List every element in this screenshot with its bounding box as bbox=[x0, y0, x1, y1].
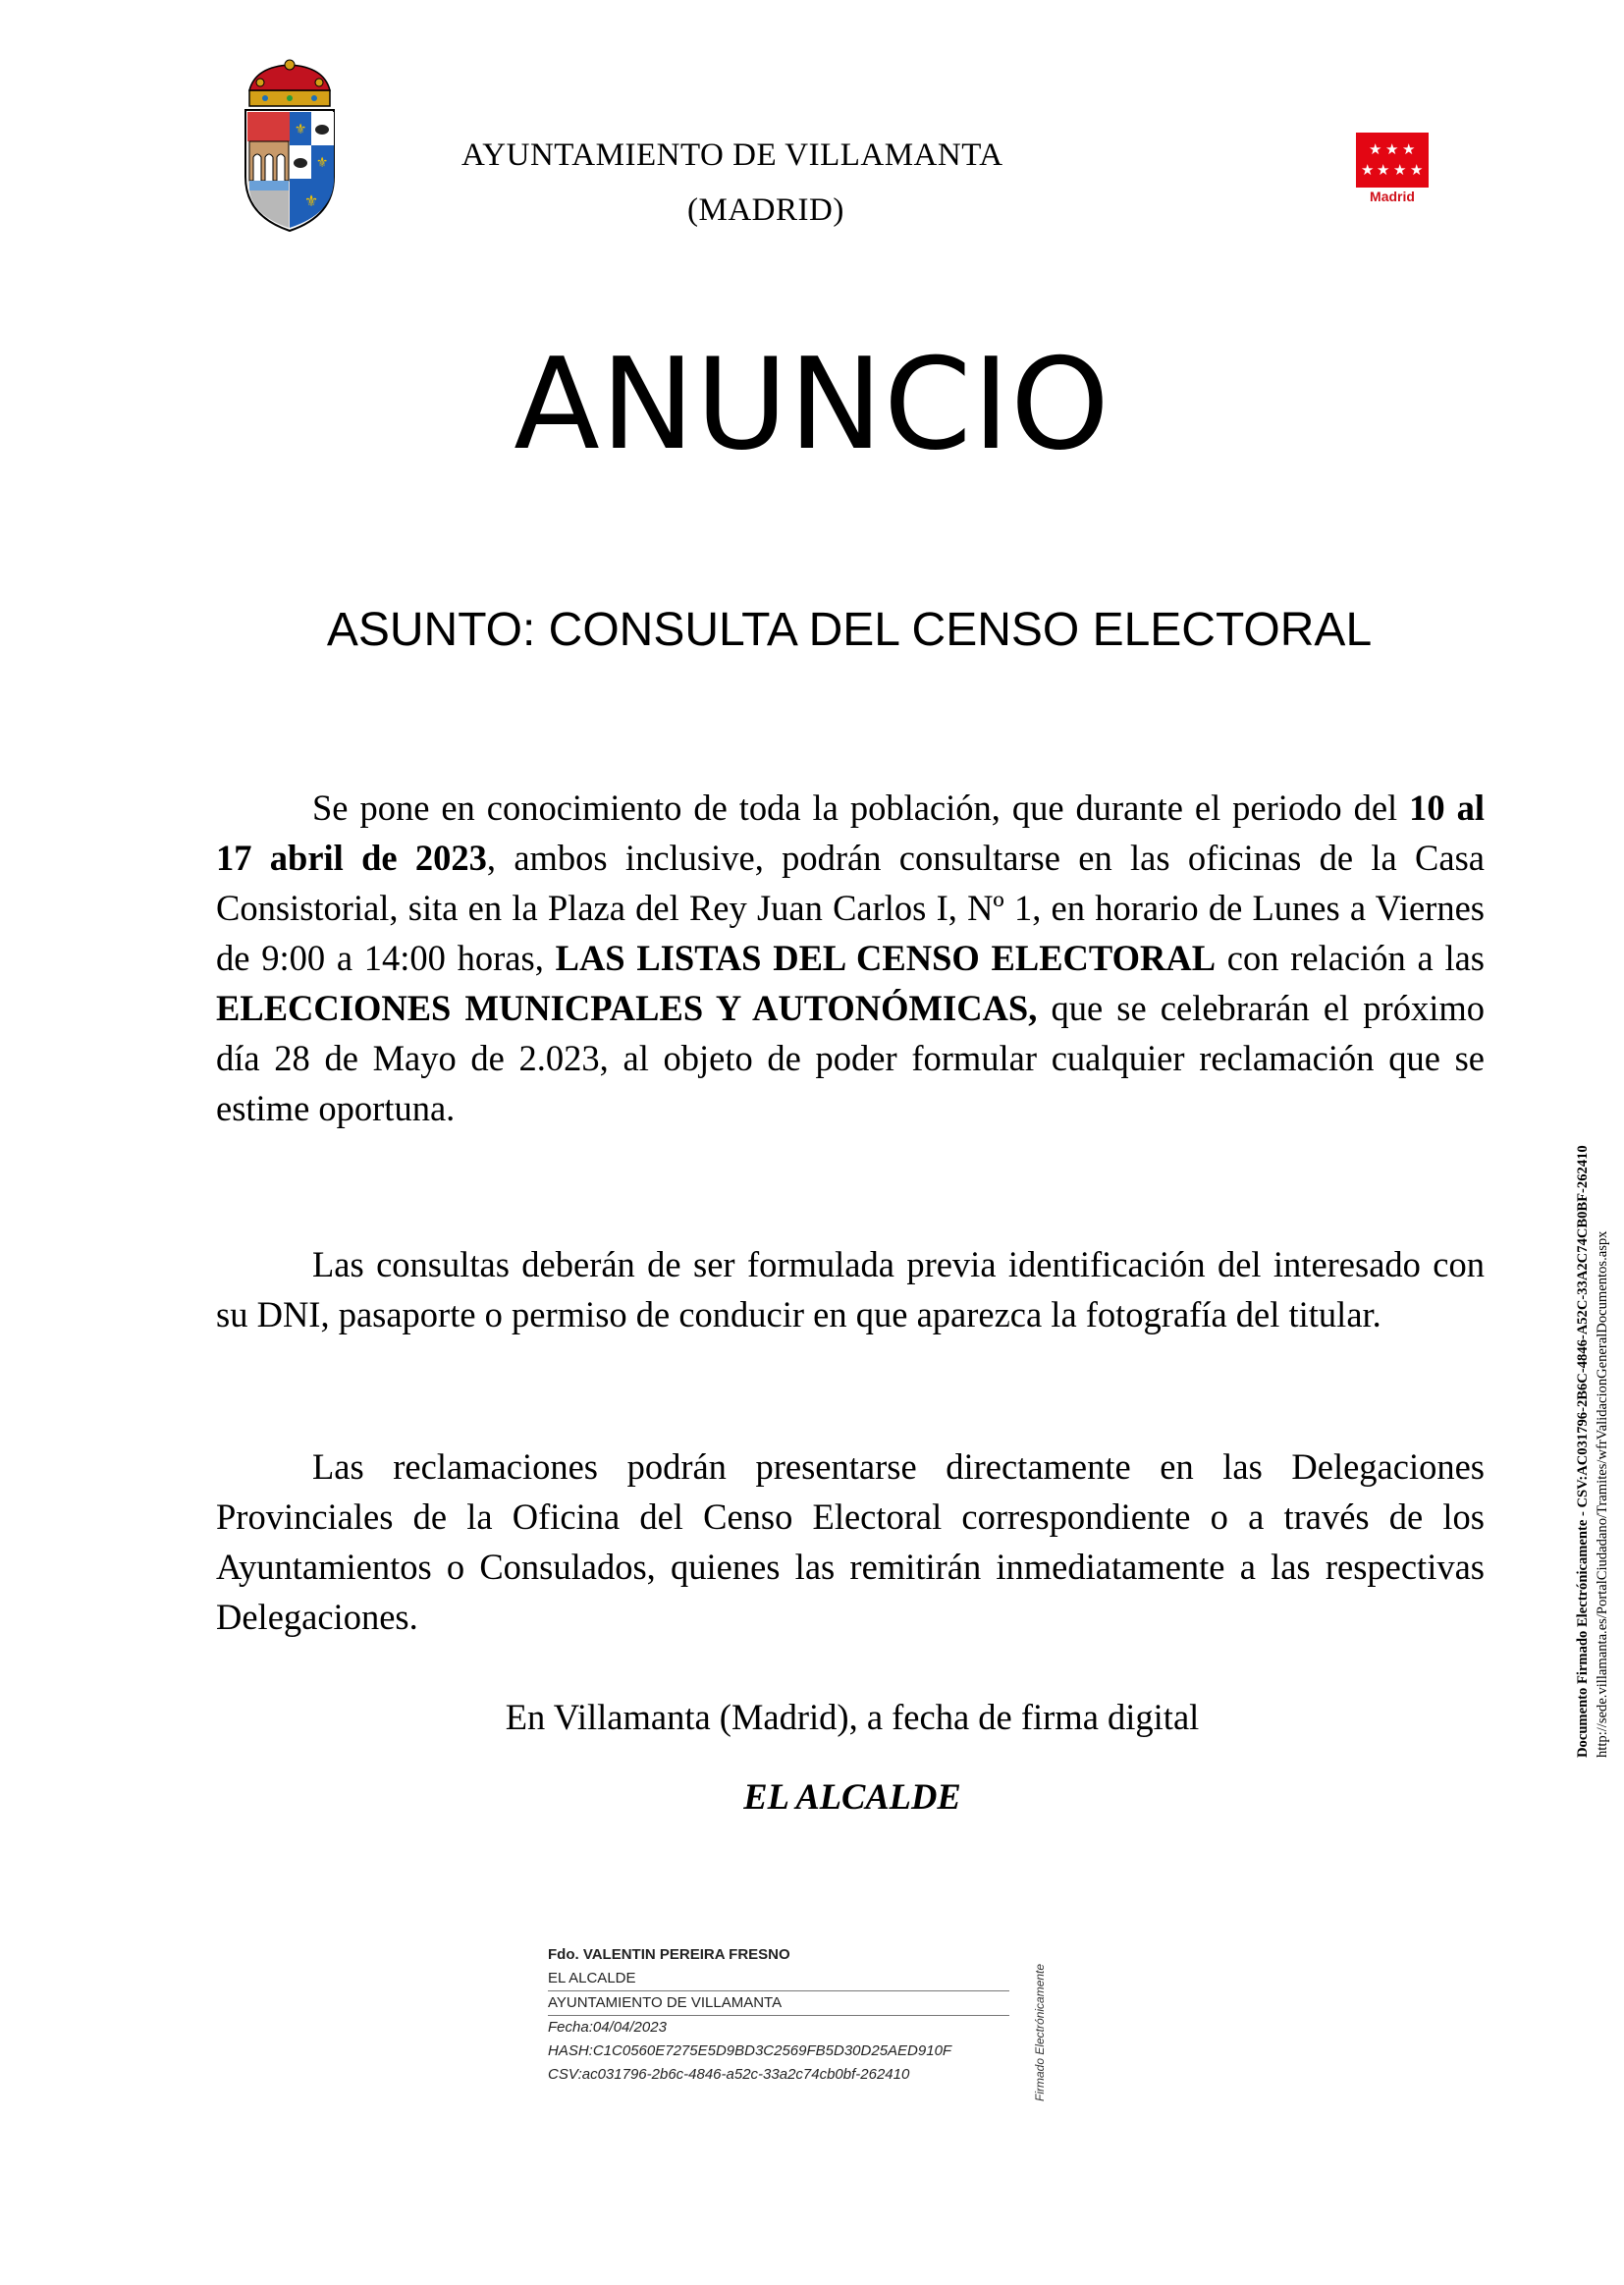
signature-vertical-note bbox=[1021, 1954, 1047, 2101]
side-note-line-1 bbox=[1575, 1145, 1592, 1758]
page-title: ANUNCIO bbox=[514, 332, 1110, 478]
signature-hash: HASH:C1C0560E7275E5D9BD3C2569FB5D30D25AED910F bbox=[548, 2042, 952, 2059]
paragraph-1 bbox=[216, 783, 1485, 1133]
coat-of-arms-logo bbox=[236, 59, 344, 236]
signatory-title: EL ALCALDE bbox=[743, 1776, 961, 1817]
side-validation-note bbox=[1567, 948, 1610, 1758]
paragraph-1-text-b: , ambos inclusive, podrán consultarse en las oficinas de la Casa Consistorial, sita en la Plaza del Rey Juan Carlos I, Nº 1, en horario de Lunes a Viernes de 9:00 a 14:00 horas, bbox=[216, 838, 1485, 978]
signature-vertical-text: Firmado Electrónicamente bbox=[1033, 1963, 1047, 2101]
paragraph-1-text-d: que se celebrarán el próximo día 28 de Mayo de 2.023, al objeto de poder formular cualquier reclamación que se estime oportuna. bbox=[216, 988, 1485, 1128]
signature-date: Fecha:04/04/2023 bbox=[548, 2019, 667, 2036]
paragraph-1-dates: 10 al 17 abril de 2023 bbox=[216, 788, 1485, 878]
signature-csv: CSV:ac031796-2b6c-4846-a52c-33a2c74cb0bf-262410 bbox=[548, 2066, 910, 2083]
svg-text:⚜: ⚜ bbox=[294, 122, 307, 137]
side-note-csv: - CSV:AC031796-2B6C-4846-A52C-33A2C74CB0BF-262410 bbox=[1575, 1145, 1591, 1520]
header-subtitle: (MADRID) bbox=[687, 192, 844, 228]
signature-name: Fdo. VALENTIN PEREIRA FRESNO bbox=[548, 1946, 790, 1963]
signature-org: AYUNTAMIENTO DE VILLAMANTA bbox=[548, 1991, 1009, 2016]
paragraph-1-elections: ELECCIONES MUNICPALES Y AUTONÓMICAS, bbox=[216, 988, 1038, 1028]
paragraph-3: Las reclamaciones podrán presentarse directamente en las Delegaciones Provinciales de la Oficina del Censo Electoral correspondiente o a través de los Ayuntamientos o Consulados, quienes las remitirán inmediatamente a las respectivas Delegaciones. bbox=[216, 1446, 1485, 1637]
svg-text:⚜: ⚜ bbox=[303, 191, 319, 210]
side-note-bold: Documento Firmado Electrónicamente bbox=[1575, 1519, 1591, 1758]
comunidad-madrid-logo bbox=[1356, 133, 1429, 207]
paragraph-1-text-a: Se pone en conocimiento de toda la población, que durante el periodo del bbox=[312, 788, 1410, 828]
signature-block bbox=[548, 1943, 1009, 2087]
header-title: AYUNTAMIENTO DE VILLAMANTA bbox=[461, 137, 1003, 173]
paragraph-1-text-c: con relación a las bbox=[1216, 938, 1486, 978]
place-date: En Villamanta (Madrid), a fecha de firma digital bbox=[505, 1697, 1200, 1737]
subject-line: ASUNTO: CONSULTA DEL CENSO ELECTORAL bbox=[326, 604, 1373, 656]
svg-text:⚜: ⚜ bbox=[315, 155, 329, 171]
signature-role: EL ALCALDE bbox=[548, 1967, 1009, 1991]
paragraph-1-lists: LAS LISTAS DEL CENSO ELECTORAL bbox=[555, 938, 1217, 978]
madrid-flag: ★ ★ ★ ★ ★ ★ ★ bbox=[1356, 133, 1429, 188]
side-note-url[interactable]: http://sede.villamanta.es/PortalCiudadano/Tramites/wfrValidacionGeneralDocumentos.aspx bbox=[1595, 1230, 1610, 1758]
paragraph-2: Las consultas deberán de ser formulada previa identificación del interesado con su DNI, pasaporte o permiso de conducir en que aparezca la fotografía del titular. bbox=[216, 1244, 1485, 1334]
madrid-logo-text: Madrid bbox=[1370, 189, 1415, 204]
